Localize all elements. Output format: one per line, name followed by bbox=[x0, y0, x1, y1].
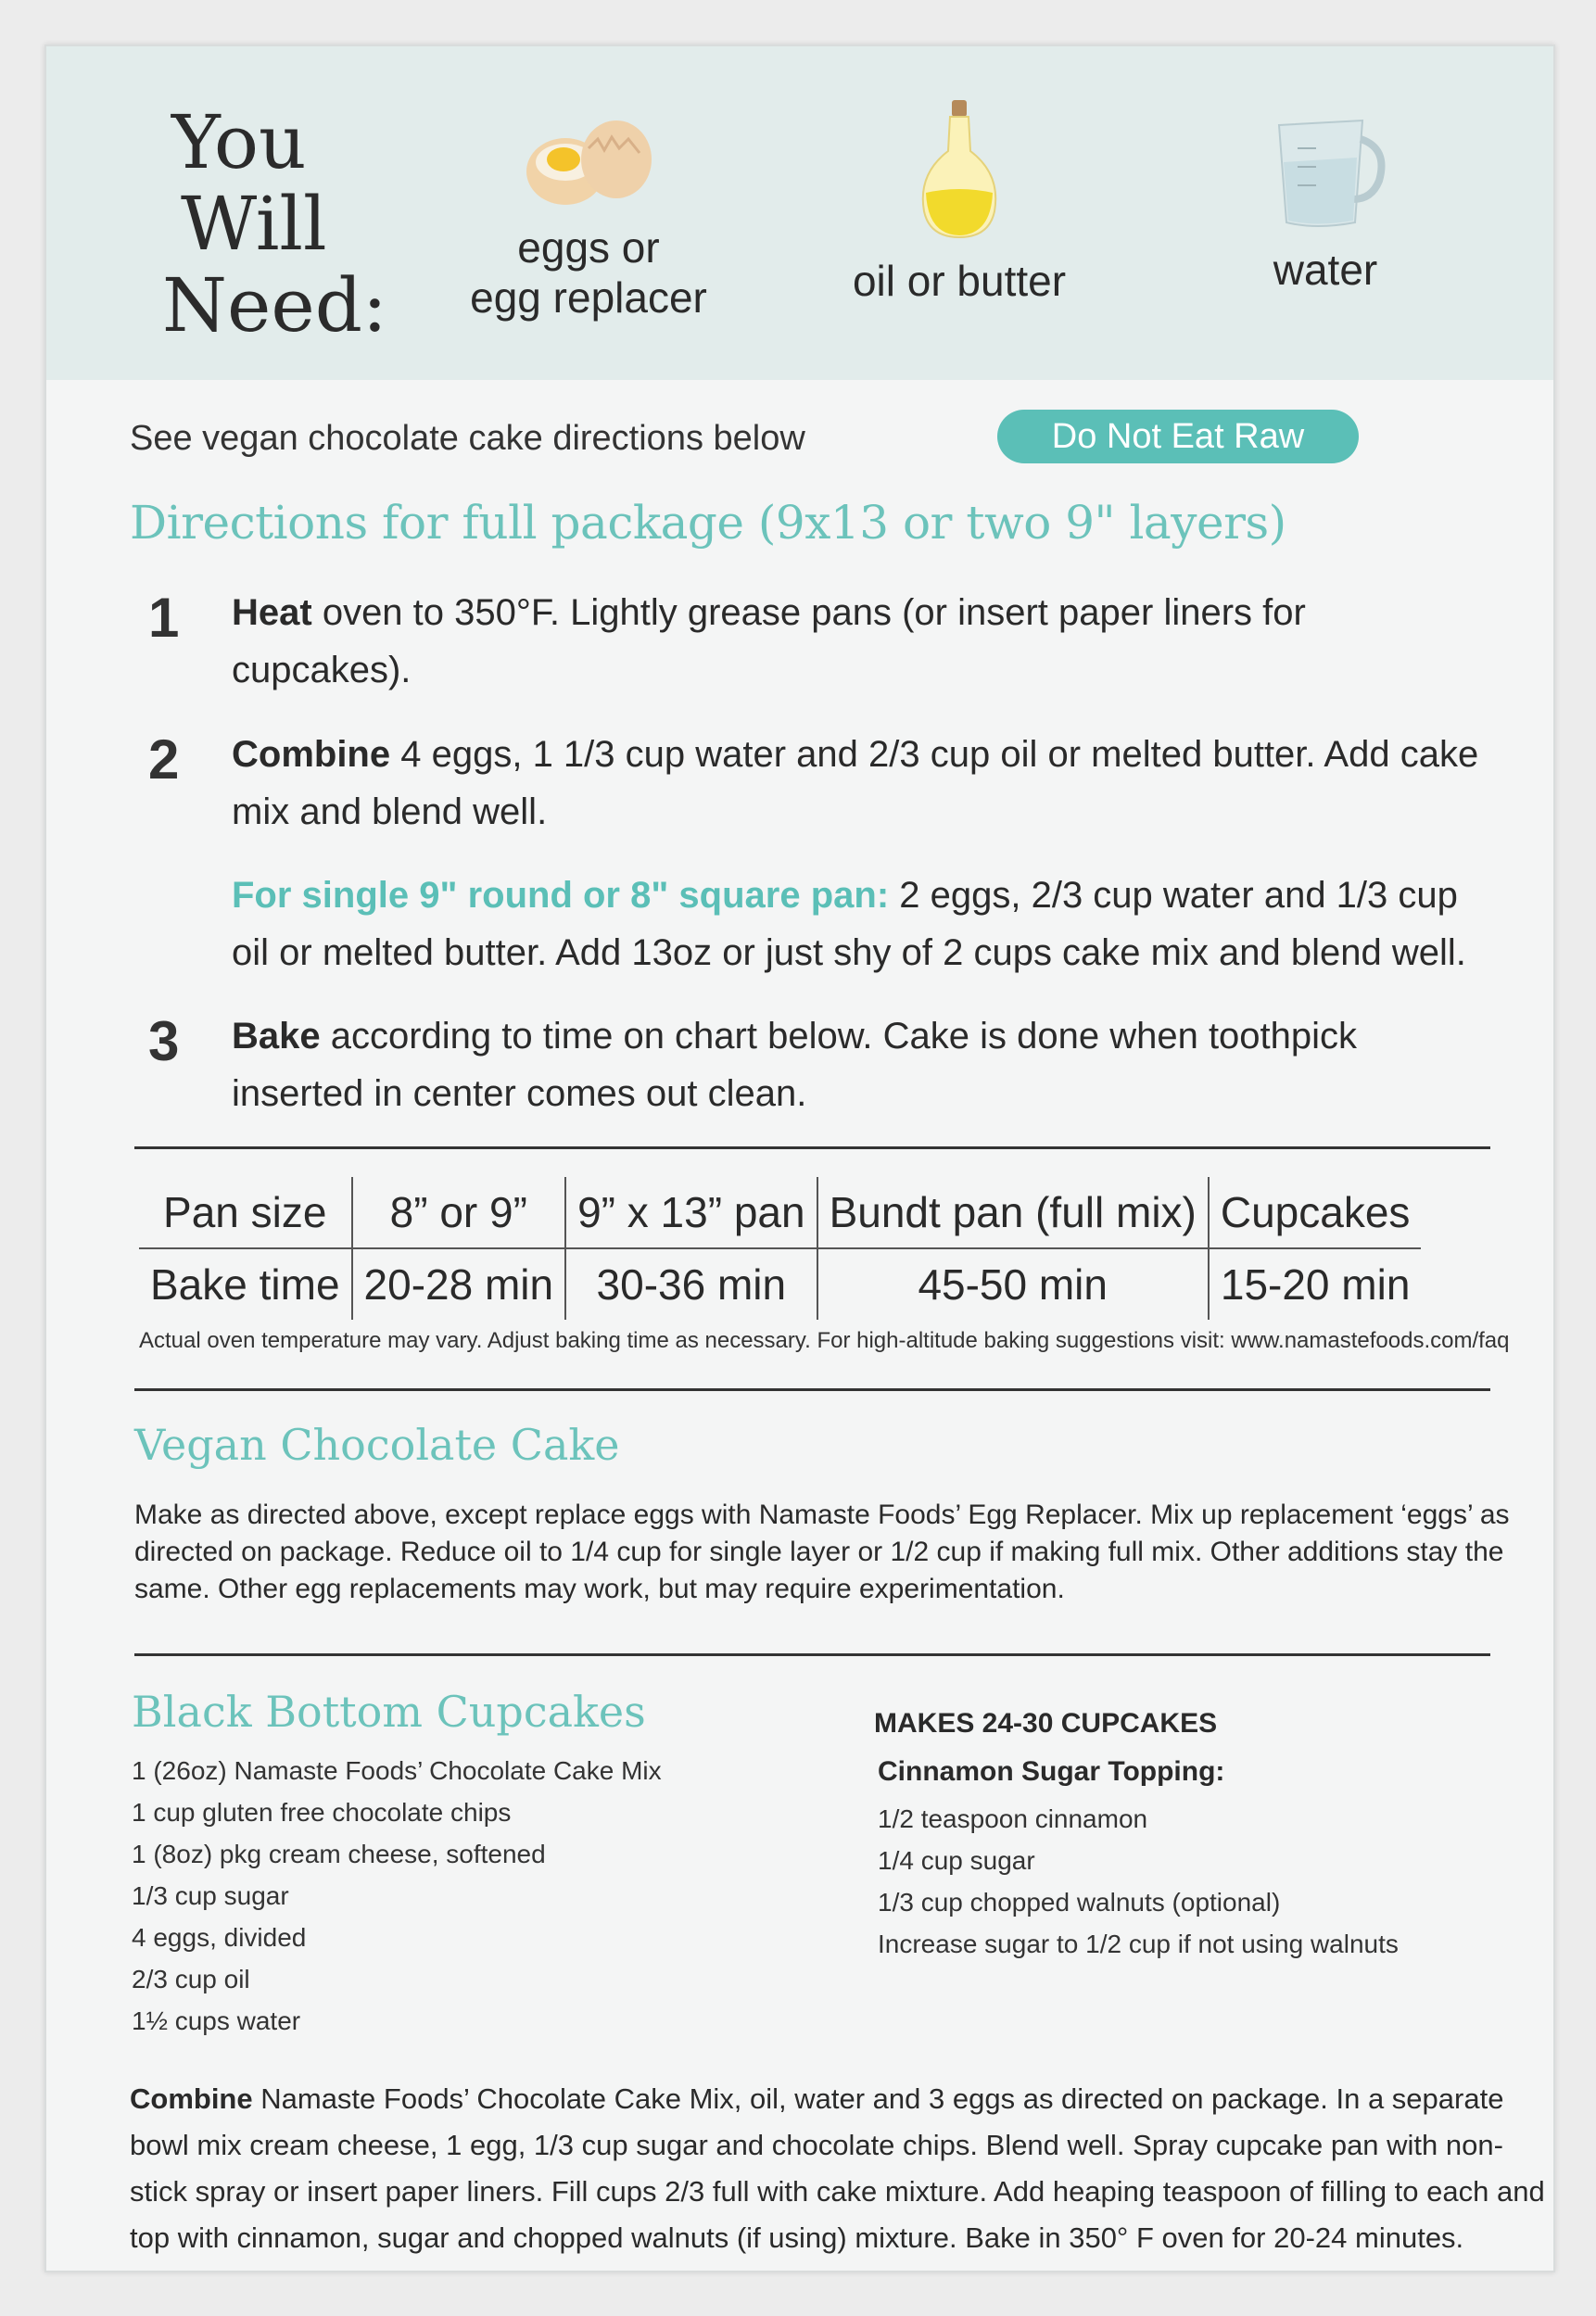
table-header-row: Pan size 8” or 9” 9” x 13” pan Bundt pan (full mix) Cupcakes bbox=[139, 1177, 1421, 1248]
ingredient-list bbox=[132, 1750, 662, 2042]
black-bottom-instructions: Combine Namaste Foods’ Chocolate Cake Mix, oil, water and 3 eggs as directed on package. In a separate bowl mix cream cheese, 1 egg, 1/3 cup sugar and chocolate chips. Blend well. Spray cupcake pan with non-stick spray or insert paper liners. Fill cups 2/3 full with cake mixture. Add heaping teaspoon of filling to each and top with cinnamon, sugar and chopped walnuts (if using) mixture. Bake in 350° F oven for 20-24 minutes. bbox=[130, 2082, 1545, 2254]
see-vegan-note: See vegan chocolate cake directions below bbox=[130, 419, 805, 458]
list-item: 1 (26oz) Namaste Foods’ Chocolate Cake Mix bbox=[132, 1756, 662, 1785]
bake-time-table bbox=[139, 1177, 1421, 1320]
list-item: 1½ cups water bbox=[132, 2006, 301, 2035]
single-pan-instructions: For single 9" round or 8" square pan: 2 eggs, 2/3 cup water and 1/3 cup oil or melted butter. Add 13oz or just shy of 2 cups cake mix and blend well. bbox=[232, 875, 1466, 973]
list-item: Increase sugar to 1/2 cup if not using walnuts bbox=[878, 1930, 1399, 1958]
need-item-eggs: eggs or egg replacer bbox=[436, 111, 741, 323]
package-panel: You Will Need: eggs or egg replacer oil or butter water See vegan chocolate cake directions below Do Not Eat Raw Directions for full package (9x13 or two 9" layers) 1 Heat oven to 350°F. Lightly grease pans (or insert paper liners for cupcakes). 2 Combine 4 eggs, 1 1/3 cup water and 2/3 cup oil or melted butter. Add cake mix and blend well. For single 9" round or 8" square pan: 2 eggs, 2/3 cup water and 1/3 cup oil or melted butter. Add 13oz or just shy of 2 cups cake mix and blend well. 3 Bake according to time on chart below. Cake is done when toothpick inserted in center comes out clean. Pan size 8” or 9” 9” x 13” pan Bundt pan (full mix) Cupcakes Bake time 20-28 min 30-36 min 45-50 min 15-20 min Actual oven temperature may vary. Adjust baking time as necessary. For high-altitude baking suggestions visit: www.namastefoods.com/faq Vegan Chocolate Cake Make as directed above, except replace eggs with Namaste Foods’ Egg Replacer. Mix up replacement ‘eggs’ as directed on package. Reduce oil to 1/4 cup for single layer or 1/2 cup if making full mix. Other additions stay the same. Other egg replacements may work, but may require experimentation. Black Bottom Cupcakes MAKES 24-30 CUPCAKES 1 (26oz) Namaste Foods’ Chocolate Cake Mix 1 cup gluten free chocolate chips 1 (8oz) pkg cream cheese, softened 1/3 cup sugar 4 eggs, divided 2/3 cup oil 1½ cups water Cinnamon Sugar Topping: 1/2 teaspoon cinnamon 1/4 cup sugar 1/3 cup chopped walnuts (optional) Increase sugar to 1/2 cup if not using walnuts Combine Namaste Foods’ Chocolate Cake Mix, oil, water and 3 eggs as directed on package. In a separate bowl mix cream cheese, 1 egg, 1/3 cup sugar and chocolate chips. Blend well. Spray cupcake pan with non-stick spray or insert paper liners. Fill cups 2/3 full with cake mixture. Add heaping teaspoon of filling to each and top with cinnamon, sugar and chopped walnuts (if using) mixture. Bake in 350° F oven for 20-24 minutes. bbox=[44, 44, 1555, 2272]
topping-title: Cinnamon Sugar Topping: bbox=[878, 1756, 1225, 1787]
divider bbox=[134, 1653, 1490, 1656]
directions-title: Directions for full package (9x13 or two 9" layers) bbox=[130, 496, 1286, 550]
divider bbox=[134, 1388, 1490, 1391]
you-will-need-band bbox=[46, 46, 1553, 380]
eggs-icon bbox=[519, 111, 658, 213]
black-bottom-title: Black Bottom Cupcakes bbox=[132, 1687, 646, 1737]
vegan-text: Make as directed above, except replace eggs with Namaste Foods’ Egg Replacer. Mix up replacement ‘eggs’ as directed on package. Reduce oil to 1/4 cup for single layer or 1/2 cup if making full mix. Other additions stay the same. Other egg replacements may work, but may require experimentation. bbox=[134, 1500, 1510, 1604]
makes-count: MAKES 24-30 CUPCAKES bbox=[874, 1708, 1218, 1739]
table-row: Bake time 20-28 min 30-36 min 45-50 min 15-20 min bbox=[139, 1248, 1421, 1320]
need-item-oil: oil or butter bbox=[806, 100, 1112, 306]
list-item: 1 cup gluten free chocolate chips bbox=[132, 1798, 512, 1827]
do-not-eat-raw-badge: Do Not Eat Raw bbox=[997, 410, 1359, 463]
list-item: 4 eggs, divided bbox=[132, 1923, 307, 1952]
list-item: 1/2 teaspoon cinnamon bbox=[878, 1804, 1148, 1833]
step-number: 3 bbox=[148, 1010, 180, 1072]
list-item: 2/3 cup oil bbox=[132, 1965, 250, 1993]
you-will-need-title: You Will Need: bbox=[162, 99, 387, 348]
altitude-note: Actual oven temperature may vary. Adjust baking time as necessary. For high-altitude baking suggestions visit: www.namastefoods.com/faq bbox=[139, 1328, 1510, 1353]
step-number: 1 bbox=[148, 587, 180, 649]
step-number: 2 bbox=[148, 728, 180, 791]
topping-list bbox=[878, 1798, 1399, 1965]
list-item: 1/3 cup sugar bbox=[132, 1881, 289, 1910]
oil-bottle-icon bbox=[913, 100, 1006, 239]
need-item-water: water bbox=[1186, 111, 1464, 295]
divider bbox=[134, 1146, 1490, 1149]
measuring-cup-icon bbox=[1260, 111, 1390, 232]
list-item: 1 (8oz) pkg cream cheese, softened bbox=[132, 1840, 546, 1868]
list-item: 1/4 cup sugar bbox=[878, 1846, 1035, 1875]
vegan-title: Vegan Chocolate Cake bbox=[134, 1420, 620, 1470]
list-item: 1/3 cup chopped walnuts (optional) bbox=[878, 1888, 1281, 1917]
